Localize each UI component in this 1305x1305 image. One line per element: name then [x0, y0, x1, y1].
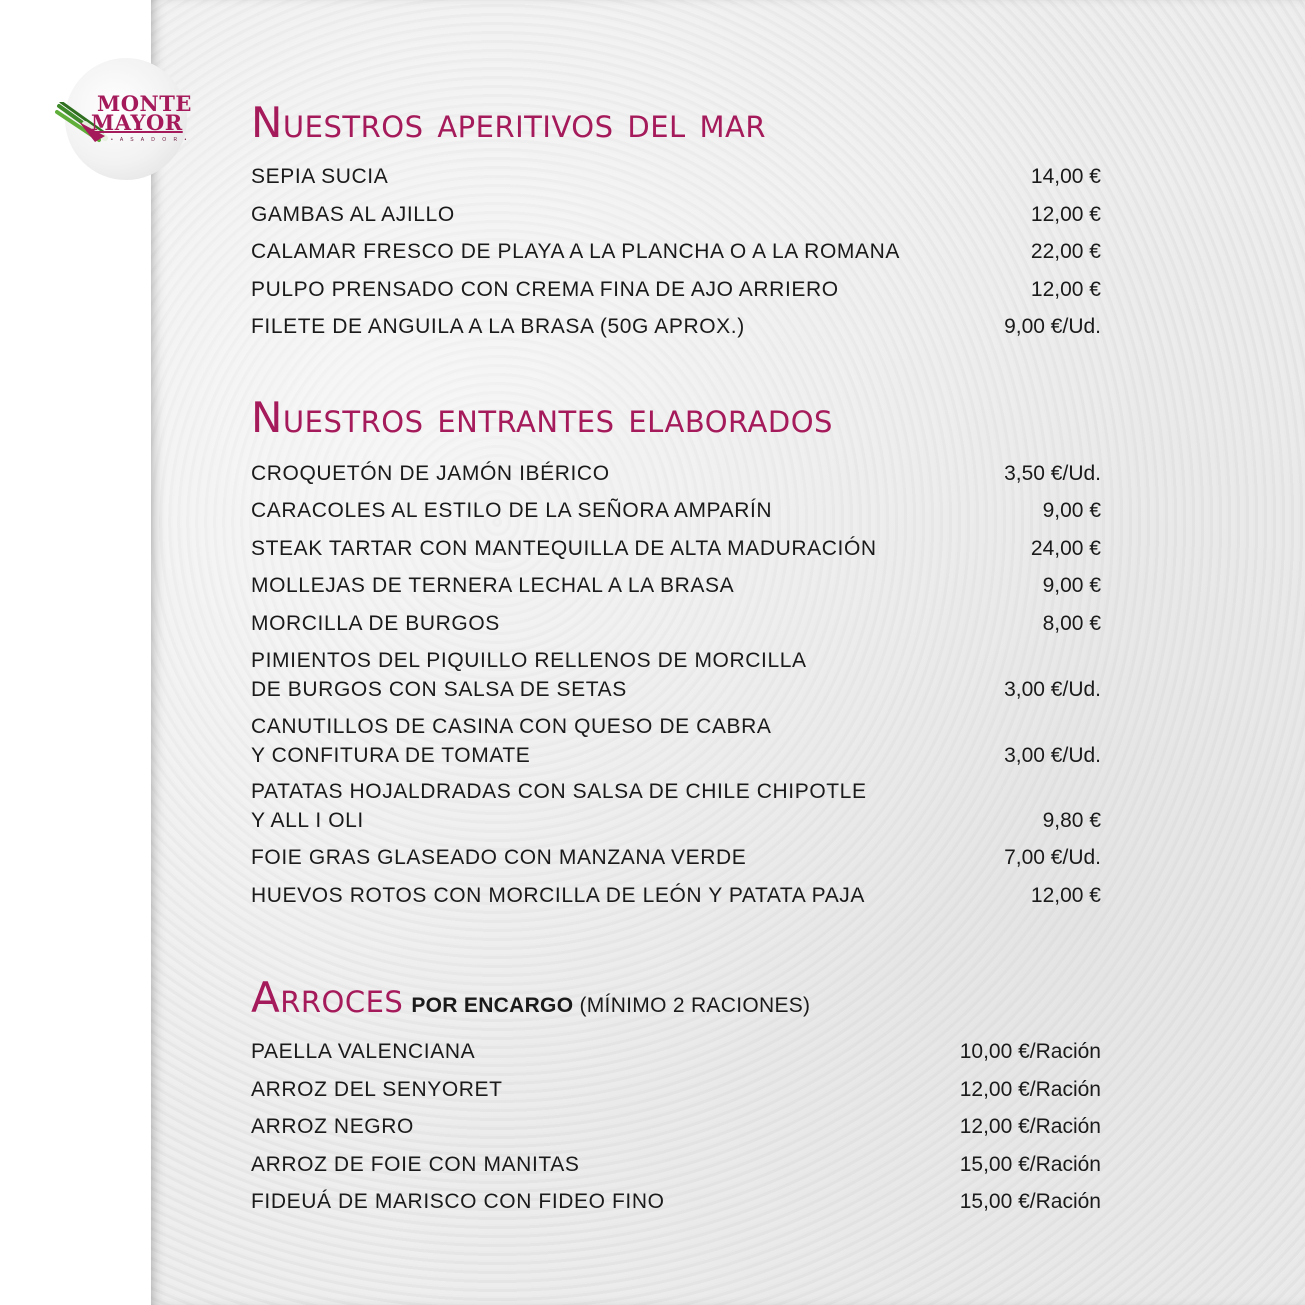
item-price: 3,50 €/Ud.	[1004, 462, 1101, 485]
item-price: 10,00 €/Ración	[959, 1040, 1101, 1063]
section-title-arroces	[251, 973, 810, 1022]
section-title-note	[411, 994, 810, 1017]
section-title-entrantes: Nuestros entrantes elaborados	[251, 393, 833, 442]
item-name-line1: PATATAS HOJALDRADAS CON SALSA DE CHILE CHIPOTLE	[251, 780, 867, 803]
item-name: ARROZ DEL SENYORET	[251, 1078, 503, 1101]
menu-item	[251, 200, 1101, 229]
item-price: 8,00 €	[1042, 612, 1101, 635]
menu-item	[251, 1112, 1101, 1141]
item-name: CROQUETÓN DE JAMÓN IBÉRICO	[251, 462, 610, 485]
menu-item	[251, 712, 1101, 770]
item-name: FILETE DE ANGUILA A LA BRASA (50G APROX.)	[251, 315, 745, 338]
item-name: CARACOLES AL ESTILO DE LA SEÑORA AMPARÍN	[251, 499, 773, 522]
menu-item	[251, 843, 1101, 872]
item-name	[251, 646, 807, 704]
section-title-aperitivos: Nuestros aperitivos del mar	[251, 98, 767, 147]
menu-item	[251, 609, 1101, 638]
item-name-line2: DE BURGOS CON SALSA DE SETAS	[251, 678, 627, 701]
menu-item	[251, 496, 1101, 525]
item-name-line1: CANUTILLOS DE CASINA CON QUESO DE CABRA	[251, 715, 772, 738]
order-note-minimum: (MÍNIMO 2 RACIONES)	[579, 994, 811, 1017]
item-name: CALAMAR FRESCO DE PLAYA A LA PLANCHA O A LA ROMANA	[251, 240, 900, 263]
restaurant-logo	[55, 58, 195, 182]
item-name: HUEVOS ROTOS CON MORCILLA DE LEÓN Y PATATA PAJA	[251, 884, 866, 907]
menu-item	[251, 275, 1101, 304]
item-name: MORCILLA DE BURGOS	[251, 612, 500, 635]
item-name: FIDEUÁ DE MARISCO CON FIDEO FINO	[251, 1190, 665, 1213]
menu-item	[251, 1075, 1101, 1104]
item-name: PULPO PRENSADO CON CREMA FINA DE AJO ARRIERO	[251, 278, 839, 301]
menu-item	[251, 312, 1101, 341]
item-price: 12,00 €	[1030, 884, 1101, 907]
item-price: 9,80 €	[1042, 809, 1101, 832]
menu-item	[251, 571, 1101, 600]
left-margin	[0, 0, 151, 1305]
item-price: 24,00 €	[1030, 537, 1101, 560]
item-price: 12,00 €/Ración	[959, 1078, 1101, 1101]
menu-item	[251, 459, 1101, 488]
item-price: 7,00 €/Ud.	[1004, 846, 1101, 869]
menu-item	[251, 237, 1101, 266]
logo-subtitle: • A S A D O R •	[111, 137, 190, 143]
item-name	[251, 712, 772, 770]
item-name: GAMBAS AL AJILLO	[251, 203, 455, 226]
menu-item	[251, 646, 1101, 704]
logo-wordmark	[91, 91, 201, 135]
item-price: 9,00 €	[1042, 574, 1101, 597]
menu-item	[251, 881, 1101, 910]
item-name: ARROZ DE FOIE CON MANITAS	[251, 1153, 580, 1176]
section-title-arroces-text: Arroces	[251, 973, 404, 1022]
item-name: PAELLA VALENCIANA	[251, 1040, 476, 1063]
item-name-line1: PIMIENTOS DEL PIQUILLO RELLENOS DE MORCILLA	[251, 649, 807, 672]
menu-item	[251, 534, 1101, 563]
item-price: 15,00 €/Ración	[959, 1153, 1101, 1176]
item-price: 14,00 €	[1030, 165, 1101, 188]
item-price: 12,00 €	[1030, 203, 1101, 226]
item-price: 9,00 €/Ud.	[1004, 315, 1101, 338]
item-price: 3,00 €/Ud.	[1004, 744, 1101, 767]
item-price: 12,00 €	[1030, 278, 1101, 301]
menu-item	[251, 1150, 1101, 1179]
logo-line-mayor: MAYOR	[91, 110, 183, 135]
item-price: 9,00 €	[1042, 499, 1101, 522]
order-note-bold: POR ENCARGO	[411, 994, 574, 1017]
item-price: 12,00 €/Ración	[959, 1115, 1101, 1138]
item-name	[251, 777, 867, 835]
menu-item	[251, 1187, 1101, 1216]
menu-item	[251, 777, 1101, 835]
item-price: 22,00 €	[1030, 240, 1101, 263]
item-name: SEPIA SUCIA	[251, 165, 389, 188]
item-name-line2: Y CONFITURA DE TOMATE	[251, 744, 531, 767]
menu-item	[251, 1037, 1101, 1066]
item-name: ARROZ NEGRO	[251, 1115, 414, 1138]
item-price: 3,00 €/Ud.	[1004, 678, 1101, 701]
item-name: MOLLEJAS DE TERNERA LECHAL A LA BRASA	[251, 574, 735, 597]
item-price: 15,00 €/Ración	[959, 1190, 1101, 1213]
item-name: STEAK TARTAR CON MANTEQUILLA DE ALTA MADURACIÓN	[251, 537, 877, 560]
item-name: FOIE GRAS GLASEADO CON MANZANA VERDE	[251, 846, 747, 869]
logo-line-monte: MONTE	[97, 91, 192, 116]
item-name-line2: Y ALL I OLI	[251, 809, 364, 832]
menu-item	[251, 162, 1101, 191]
